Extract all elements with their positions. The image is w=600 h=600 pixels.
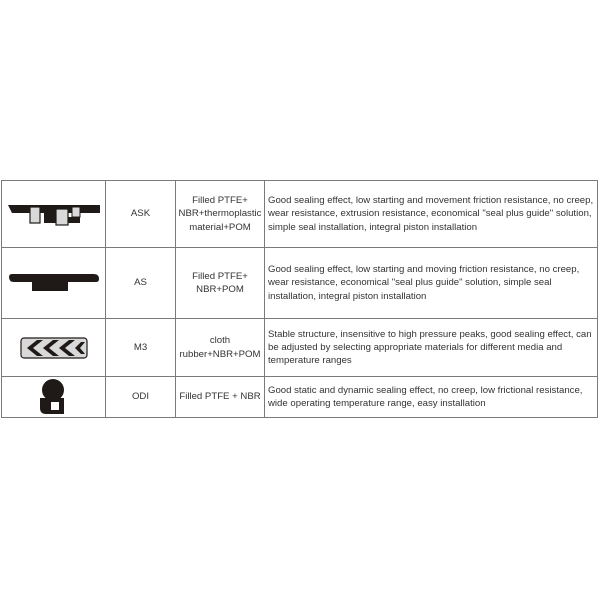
ask-seal-profile-icon [6,199,102,229]
as-seal-profile-icon [6,271,102,295]
seal-material: Filled PTFE+ NBR+POM [176,248,265,319]
seal-name: ODI [106,377,176,418]
odi-seal-profile-icon [34,378,74,416]
seal-comparison-table [1,180,598,418]
seal-name: M3 [106,319,176,377]
seal-material: Filled PTFE+ NBR+thermoplastic material+POM [176,181,265,248]
table-row-m3 [2,319,598,377]
seal-description: Good sealing effect, low starting and movement friction resistance, no creep, wear resistance, extrusion resistance, economical "seal plus guide" solution, simple seal installation, integral piston installation [265,181,598,248]
seal-description: Good static and dynamic sealing effect, no creep, low frictional resistance, wide operating temperature range, easy installation [265,377,598,418]
seal-image-cell [2,181,106,248]
seal-image-cell [2,377,106,418]
m3-seal-profile-icon [19,334,89,362]
seal-image-cell [2,319,106,377]
seal-material: Filled PTFE + NBR [176,377,265,418]
table-row-odi [2,377,598,418]
seal-image-cell [2,248,106,319]
seal-material: cloth rubber+NBR+POM [176,319,265,377]
seal-description: Good sealing effect, low starting and moving friction resistance, no creep, wear resistance, economical "seal plus guide" solution, simple seal installation, integral piston installation [265,248,598,319]
table-row-as [2,248,598,319]
seal-description: Stable structure, insensitive to high pressure peaks, good sealing effect, can be adjusted by selecting appropriate materials for different media and temperature ranges [265,319,598,377]
seal-name: ASK [106,181,176,248]
seal-name: AS [106,248,176,319]
table-row-ask [2,181,598,248]
